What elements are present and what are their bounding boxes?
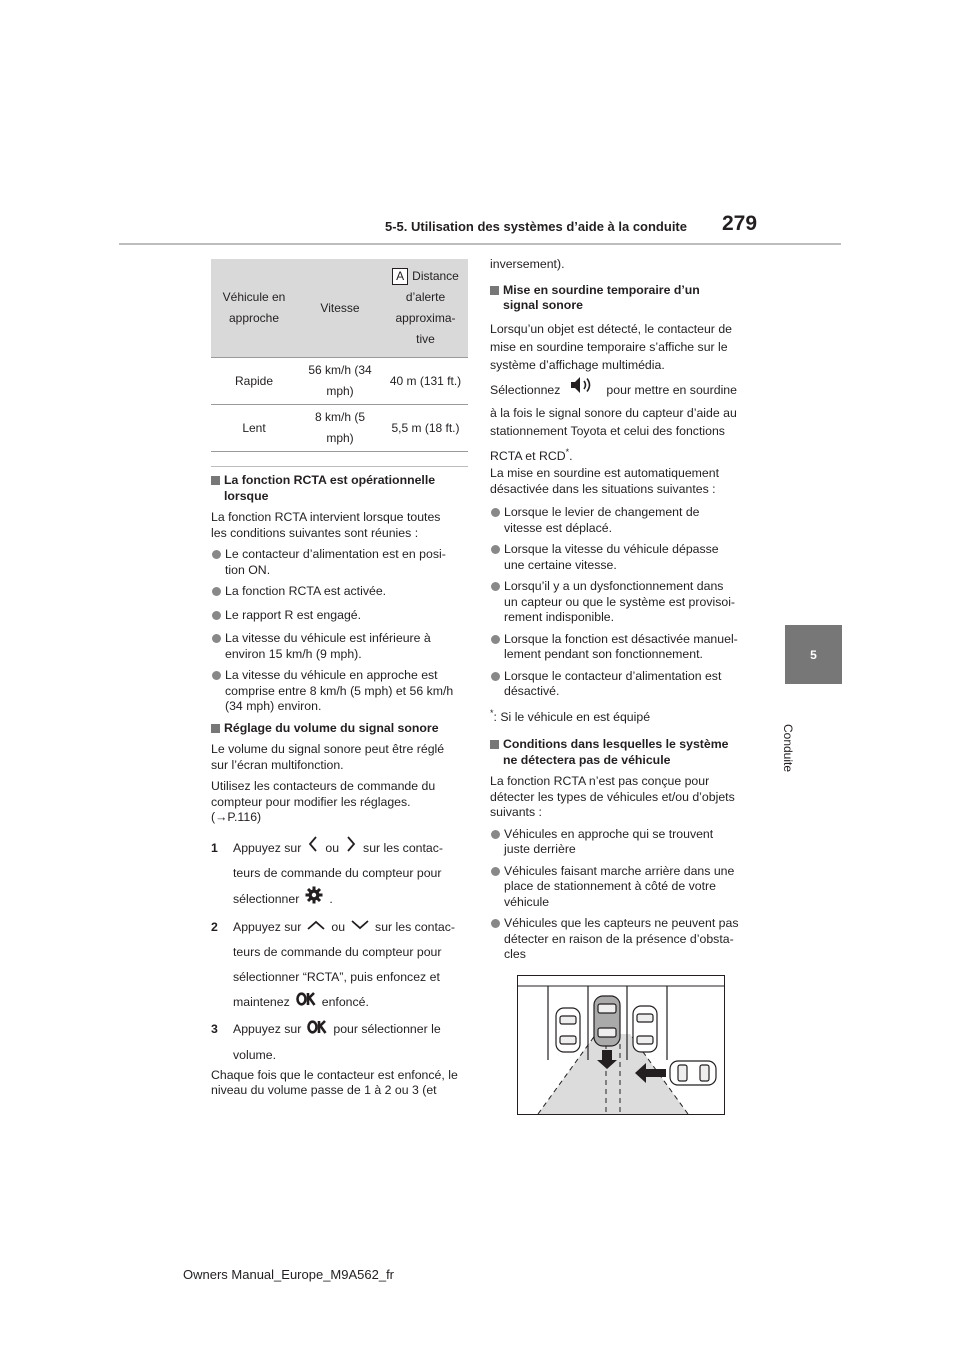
ok-icon (296, 990, 316, 1015)
chevron-up-icon (307, 915, 325, 940)
left-column (211, 473, 473, 1105)
chapter-tab: 5 (785, 625, 842, 684)
footnote: *: Si le véhicule en est équipé (490, 707, 651, 724)
chevron-left-icon (307, 836, 319, 861)
list-item: La vitesse du véhicule est inférieure à environ 15 km/h (9 mph). (211, 631, 473, 662)
paragraph: RCTA et RCD*. (490, 447, 573, 464)
step-1: 1 Appuyez sur ou sur les contac- teurs de commande du compteur pour sélectionner . (211, 836, 473, 913)
section-title: 5-5. Utilisation des systèmes d’aide à la conduite (385, 219, 687, 234)
ok-icon (307, 1018, 327, 1043)
step-2: 2 Appuyez sur ou sur les contac- teurs de commande du compteur pour sélectionner “RCTA”, puis enfoncez et maintenez enfoncé. (211, 915, 473, 1016)
heading-mute: Mise en sourdine temporaire d’un signal sonore (490, 283, 755, 314)
chevron-right-icon (345, 836, 357, 861)
list-item: Véhicules en approche qui se trouvent juste derrière (490, 827, 755, 858)
step-3: 3 Appuyez sur pour sélectionner le volume. (211, 1017, 473, 1067)
chevron-down-icon (351, 915, 369, 940)
right-column (490, 257, 755, 969)
list-item: Lorsque le contacteur d’alimentation est désactivé. (490, 669, 755, 700)
paragraph: La mise en sourdine est automatiquement désactivée dans les situations suivantes : (490, 466, 719, 496)
list-item: Le rapport R est engagé. (211, 608, 473, 624)
header-cell-distance: A Distance d’alerte approxima- tive (383, 259, 468, 358)
approaching-car (670, 1061, 716, 1085)
list-item: Lorsque la fonction est désactivée manuel- lement pendant son fonctionnement. (490, 632, 755, 663)
car-right (633, 1006, 657, 1052)
own-car (594, 996, 620, 1046)
paragraph: Sélectionnez pour mettre en sourdine (490, 376, 755, 405)
paragraph: Le volume du signal sonore peut être réglé sur l’écran multifonction. (211, 742, 445, 772)
heading-rcta-conditions: La fonction RCTA est opérationnelle lorsque (211, 473, 473, 504)
label-a-box: A (392, 268, 408, 285)
heading-conditions: Conditions dans lesquelles le système ne détectera pas de véhicule (490, 737, 755, 768)
list-item: Lorsqu’il y a un dysfonctionnement dans un capteur ou que le système est provisoi- rement indisponible. (490, 579, 755, 626)
table-header-row (211, 259, 468, 358)
gear-icon (305, 886, 323, 913)
paragraph: Chaque fois que le contacteur est enfoncé, le niveau du volume passe de 1 à 2 ou 3 (et (211, 1067, 458, 1097)
speaker-mute-icon (570, 376, 596, 404)
footer-text: Owners Manual_Europe_M9A562_fr (183, 1267, 395, 1282)
list-item: La vitesse du véhicule en approche est comprise entre 8 km/h (5 mph) et 56 km/h (34 mph) environ. (211, 668, 473, 715)
header-cell-speed: Vitesse (297, 259, 383, 358)
paragraph: inversement). (490, 257, 565, 271)
list-item: Véhicules faisant marche arrière dans une place de stationnement à côté de votre véhicule (490, 864, 755, 911)
parking-illustration (518, 976, 724, 1114)
list-item: Véhicules que les capteurs ne peuvent pas détecter en raison de la présence d’obsta- cles (490, 916, 755, 963)
parking-diagram (517, 975, 725, 1115)
heading-volume: Réglage du volume du signal sonore (211, 721, 473, 737)
table-row: Rapide 56 km/h (34 mph) 40 m (131 ft.) (211, 358, 468, 405)
paragraph: Utilisez les contacteurs de commande du compteur pour modifier les réglages. (→P.116) (211, 779, 436, 824)
paragraph: La fonction RCTA n’est pas conçue pour détecter les types de véhicules et/ou d’objets suivants : (490, 774, 735, 820)
list-item: Lorsque le levier de changement de vitesse est déplacé. (490, 505, 755, 536)
alert-distance-table (211, 259, 468, 452)
paragraph: à la fois le signal sonore du capteur d’aide au stationnement Toyota et celui des fonctions (490, 406, 737, 439)
paragraph: La fonction RCTA intervient lorsque toutes les conditions suivantes sont réunies : (211, 510, 441, 540)
list-item: La fonction RCTA est activée. (211, 584, 473, 600)
header-cell-vehicle: Véhicule en approche (211, 259, 297, 358)
car-left (556, 1008, 580, 1052)
section-divider (211, 466, 468, 467)
chapter-label: Conduite (781, 723, 795, 773)
header-divider (119, 243, 841, 245)
paragraph: Lorsqu’un objet est détecté, le contacteur de mise en sourdine temporaire s’affiche sur le système d’affichage multimédia. (490, 321, 732, 372)
page-number: 279 (722, 212, 758, 235)
list-item: Lorsque la vitesse du véhicule dépasse une certaine vitesse. (490, 542, 755, 573)
table-row: Lent 8 km/h (5 mph) 5,5 m (18 ft.) (211, 405, 468, 452)
list-item: Le contacteur d’alimentation est en posi- tion ON. (211, 547, 473, 578)
